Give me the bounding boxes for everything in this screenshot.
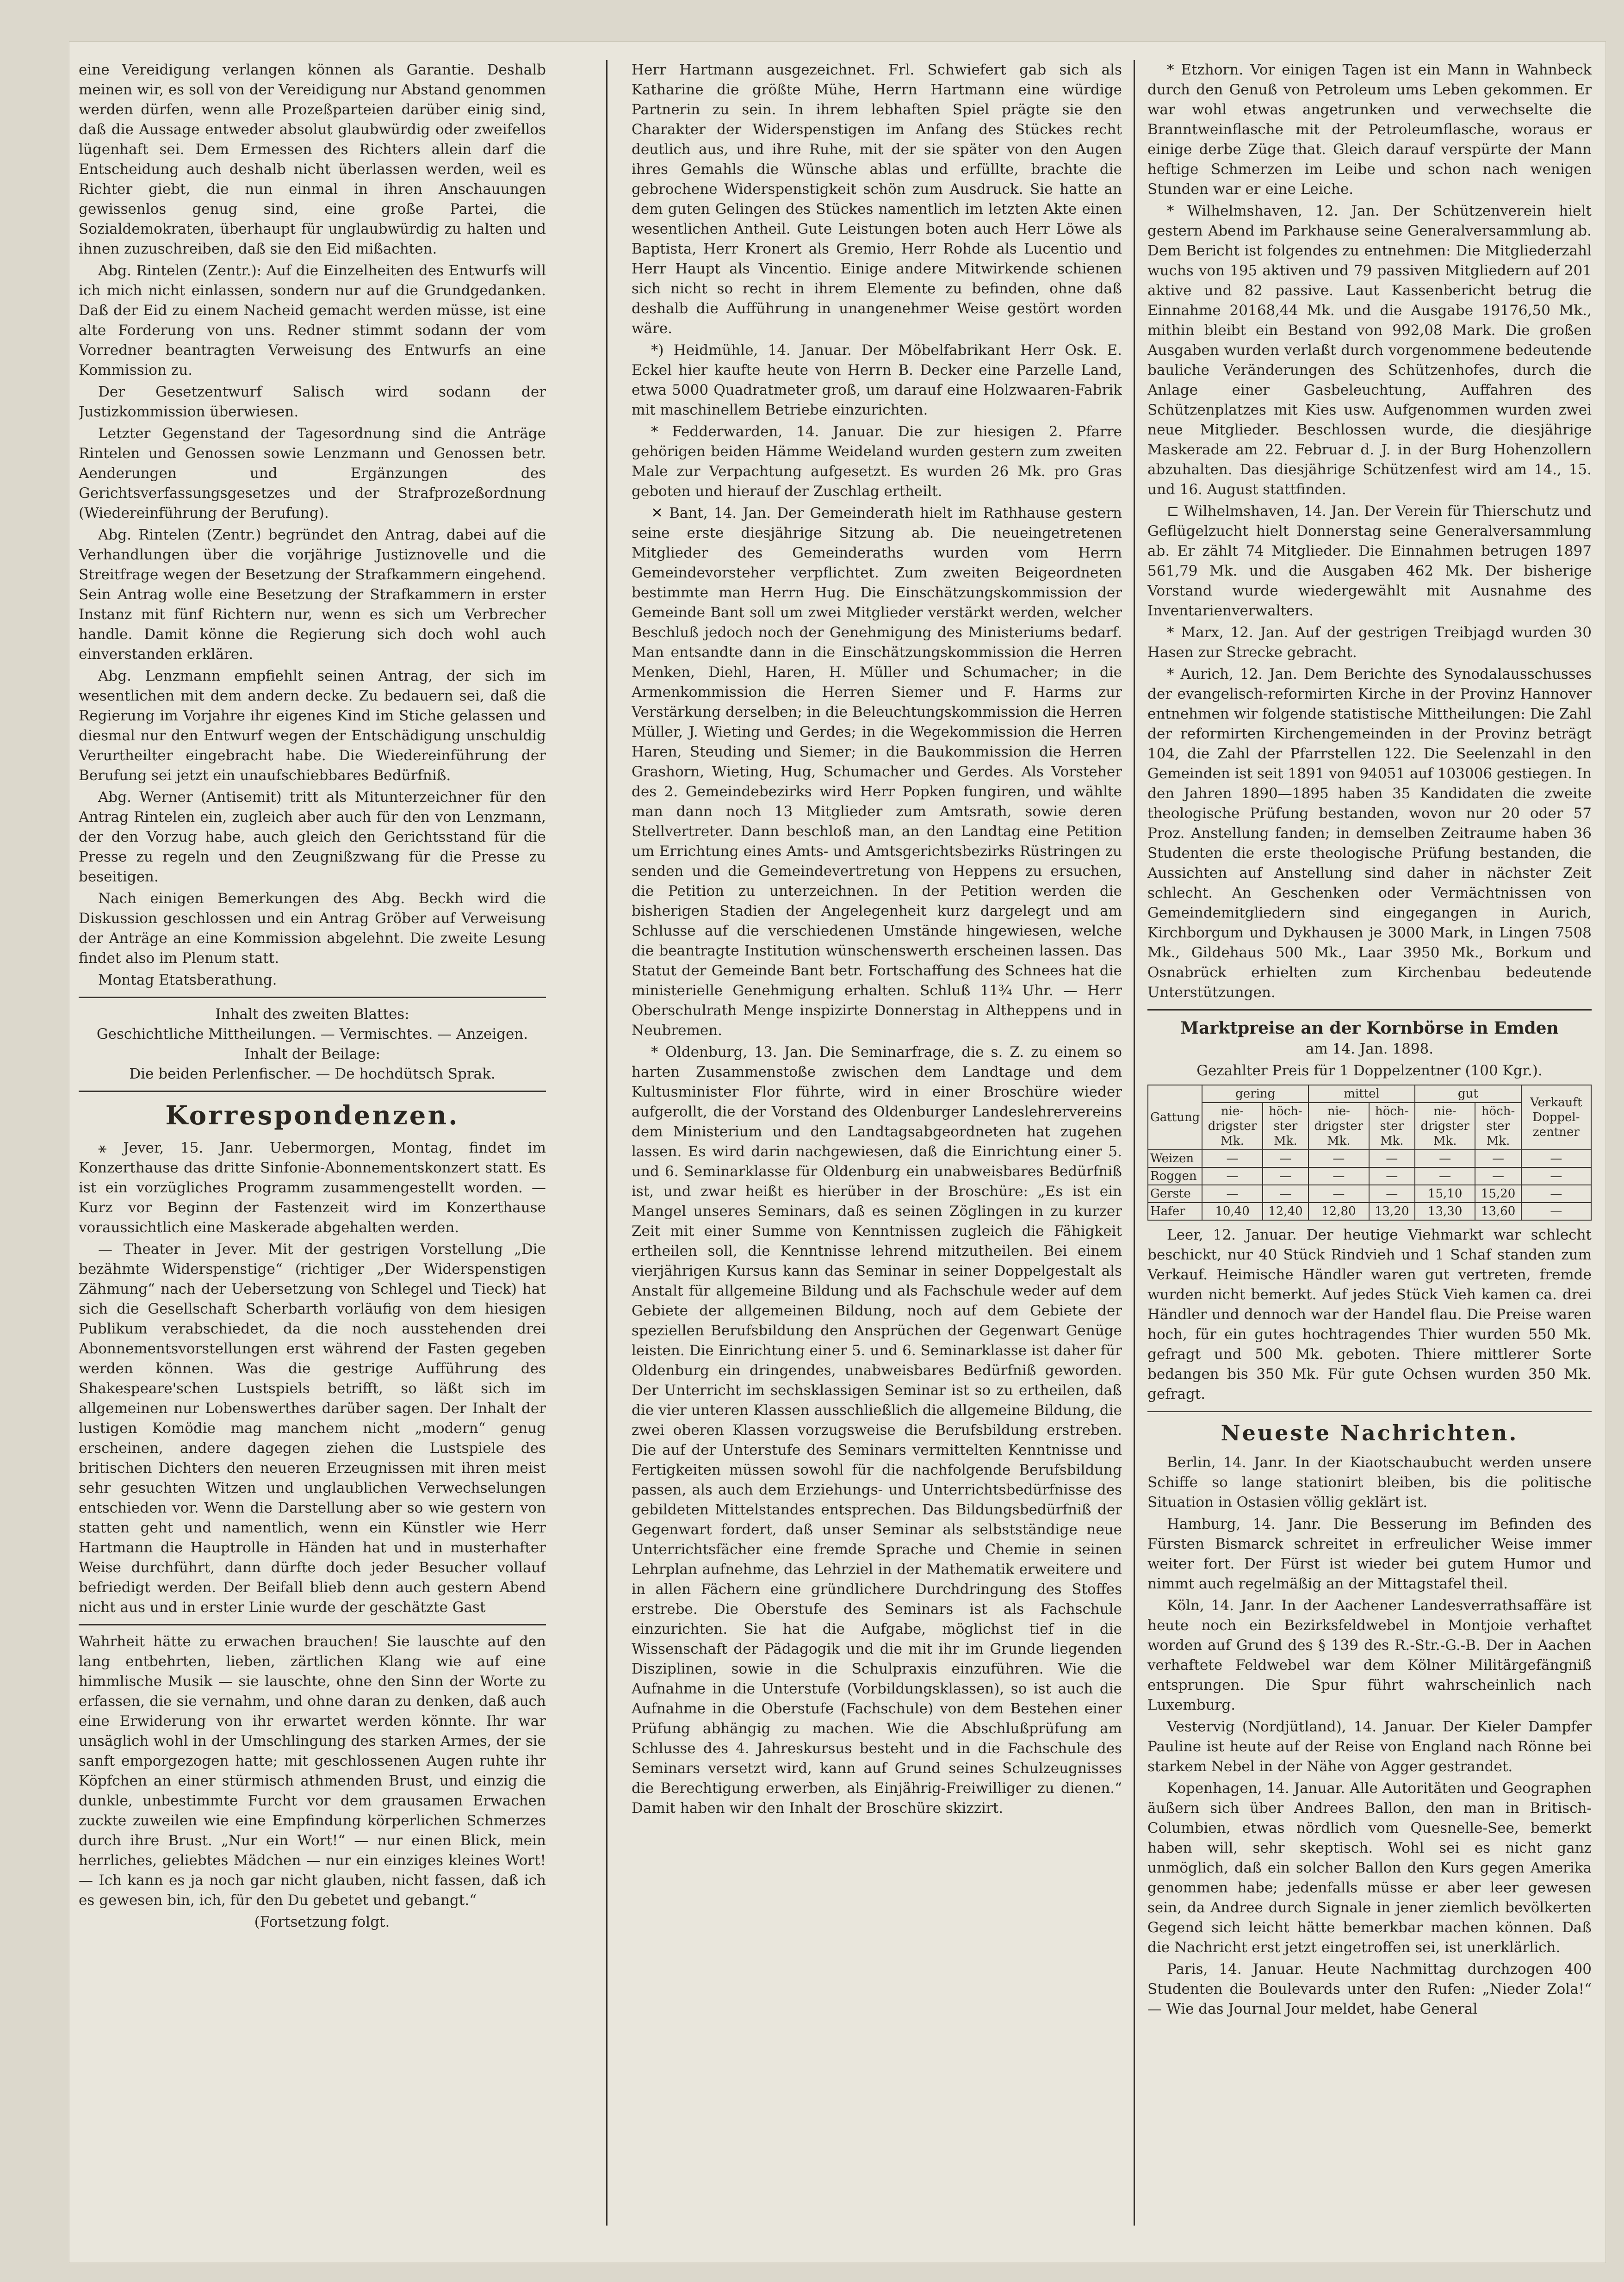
table-cell: Roggen: [1148, 1167, 1202, 1185]
column-rule: [1134, 60, 1135, 2226]
market-title: Marktpreise an der Kornbörse in Emden: [1180, 1018, 1559, 1038]
news-vestervig: Vestervig (Nordjütland), 14. Januar. Der Kieler Dampfer Pauline ist heute auf der Reise von England nach Rönne bei starkem Nebel in der Nähe von Agger gestrandet.: [1147, 1718, 1592, 1775]
divider: [79, 997, 546, 998]
table-cell: —: [1263, 1150, 1308, 1167]
table-row: [1148, 1185, 1591, 1203]
parliament-paragraph: Abg. Rintelen (Zentr.) begründet den Antrag, dabei auf die Verhandlungen über die vorjährige Justiznovelle und die Streitfrage wegen der Besetzung der Strafkammern eingehend. Sein Antrag wolle eine Besetzung der Strafkammern in erster Instanz mit fünf Richtern nur, wenn es sich um Verbrecher handle. Damit könne die Regierung sich doch wohl auch einverstanden erklären.: [79, 527, 546, 663]
table-cell: 13,20: [1369, 1203, 1415, 1220]
continuation-note: (Fortsetzung folgt.: [254, 1914, 390, 1930]
market-date: am 14. Jan. 1898.: [1305, 1041, 1434, 1057]
parliament-paragraph: Der Gesetzentwurf Salisch wird sodann der Justizkommission überwiesen.: [79, 384, 546, 420]
column-3: [1147, 60, 1592, 2235]
header-group-mittel: mittel: [1308, 1085, 1415, 1103]
table-cell: —: [1308, 1185, 1369, 1203]
header-gattung: Gattung: [1148, 1085, 1202, 1150]
contents-box: [79, 1005, 546, 1084]
table-cell: Weizen: [1148, 1150, 1202, 1167]
news-paris: Paris, 14. Januar. Heute Nachmittag durchzogen 400 Studenten die Boulevards unter den Rufen: „Nieder Zola!“ — Wie das Journal Jour meldet, habe General: [1147, 1961, 1592, 2017]
header-verkauft: Verkauft Doppel-zentner: [1521, 1085, 1591, 1150]
article-heidmuehle: *) Heidmühle, 14. Januar. Der Möbelfabrikant Herr Osk. E. Eckel hier kaufte heute von Herrn B. Decker eine Parzelle Land, etwa 5000 Quadratmeter groß, um darauf eine Holzwaaren-Fabrik mit maschinellem Betriebe einzurichten.: [632, 342, 1122, 418]
table-cell: 12,80: [1308, 1203, 1369, 1220]
table-cell: —: [1369, 1150, 1415, 1167]
header-low: nie-drigster Mk.: [1415, 1103, 1475, 1150]
article-theater: — Theater in Jever. Mit der gestrigen Vorstellung „Die bezähmte Widerspenstige“ (richtiger „Der Widerspenstigen Zähmung“ nach der Uebersetzung von Schlegel und Tieck) hat sich die Gesellschaft Scherbarth vorläufig von dem hiesigen Publikum verabschiedet, da die noch ausstehenden drei Abonnementsvorstellungen erst während der Fasten gegeben werden können. Was die gestrige Aufführung des Shakespeare'schen Lustspiels betrifft, so läßt sich im allgemeinen nur Lobenswerthes darüber sagen. Der Inhalt der lustigen Komödie mag manchem nicht „modern“ genug erscheinen, andere dagegen ziehen die Lustspiele des britischen Dichters den neueren Erzeugnissen mit ihren meist sehr gesuchten Witzen und unglaublichen Verwechselungen entschieden vor. Wenn die Darstellung aber so wie gestern von statten geht und namentlich, wenn ein Künstler wie Herr Hartmann die Hauptrolle in Händen hat und in musterhafter Weise durchführt, dann dürfte doch jeder Besucher vollauf befriedigt werden. Der Beifall blieb denn auch gestern Abend nicht aus und in erster Linie wurde der geschätzte Gast: [79, 1241, 546, 1616]
header-high: höch-ster Mk.: [1369, 1103, 1415, 1150]
header-group-gut: gut: [1415, 1085, 1521, 1103]
table-row: [1148, 1203, 1591, 1220]
column-rule: [606, 60, 607, 2226]
parliament-paragraph: Nach einigen Bemerkungen des Abg. Beckh wird die Diskussion geschlossen und ein Antrag Gröber auf Verweisung der Anträge an eine Kommission abgelehnt. Die zweite Lesung findet also im Plenum statt.: [79, 890, 546, 967]
article-oldenburg: * Oldenburg, 13. Jan. Die Seminarfrage, die s. Z. zu einem so harten Zusammenstoße zwischen dem Landtage und dem Kultusminister Flor führte, wird in einer Broschüre wieder aufgerollt, die der Vorstand des Oldenburger Landeslehrervereins dem Ministerium und den Landtagsabgeordneten hat zugehen lassen. Es wird darin nachgewiesen, daß die Einrichtung einer 5. und 6. Seminarklasse für Oldenburg ein unabweisbares Bedürfniß ist, und zwar heißt es hierüber in der Broschüre: „Es ist ein Mangel unseres Seminars, daß es seinen Zöglingen in zu kurzer Zeit mit einer Summe von Kenntnissen zugleich die Fähigkeit ertheilen soll, die Kenntnisse lehrend mitzutheilen. Bei einem vierjährigen Kursus kann das Seminar in seiner Doppelgestalt als Anstalt für allgemeine Bildung und als Fachschule weder auf dem Gebiete der allgemeinen Bildung, noch auf dem Gebiete der speziellen Berufsbildung den Ansprüchen der Gegenwart Genüge leisten. Die Einrichtung einer 5. und 6. Seminarklasse ist daher für Oldenburg ein dringendes, unabweisbares Bedürfniß geworden. Der Unterricht im sechsklassigen Seminar ist so zu ertheilen, daß die vier unteren Klassen ausschließlich die allgemeine Bildung, die zwei oberen Klassen vorzugsweise die Berufsbildung erstreben. Die auf der Unterstufe des Seminars vermittelten Kenntnisse und Fertigkeiten müssen sowohl für die nachfolgende Berufsbildung passen, als auch dem Erziehungs- und Unterrichtsbedürfnisse des gebildeten Mittelstandes entsprechen. Das Bildungsbedürfniß der Gegenwart fordert, daß unser Seminar als selbstständige neue Unterrichtsfächer eine fremde Sprache und Chemie in seinen Lehrplan aufnehme, das Lehrziel in der Mathematik erweitere und in allen Fächern eine gründlichere Durchdringung des Stoffes erstrebe. Die Oberstufe des Seminars ist als Fachschule einzurichten. Sie hat die Aufgabe, möglichst tief in die Wissenschaft der Pädagogik und die mit ihr im Grunde liegenden Disziplinen, sowie in die Schulpraxis einzuführen. Wie die Aufnahme in die Unterstufe (Vorbildungsklassen), so ist auch die Aufnahme in die Oberstufe (Fachschule) von dem Bestehen einer Prüfung abhängig zu machen. Wie die Abschlußprüfung am Schlusse des 4. Jahreskursus besteht und in die Fachschule des Seminars versetzt wird, kann auf Grund seines Schulzeugnisses die Berechtigung erwerben, als Einjährig-Freiwilliger zu dienen.“ Damit haben wir den Inhalt der Broschüre skizzirt.: [632, 1044, 1122, 1817]
article-fedderwarden: * Fedderwarden, 14. Januar. Die zur hiesigen 2. Pfarre gehörigen beiden Hämme Weideland wurden gestern zum zweiten Male zur Verpachtung aufgesetzt. Es wurden 26 Mk. pro Gras geboten und hierauf der Zuschlag ertheilt.: [632, 423, 1122, 500]
article-wilhelmshaven-thierschutz: ⊏ Wilhelmshaven, 14. Jan. Der Verein für Thierschutz und Geflügelzucht hielt Donnerstag seine Generalversammlung ab. Er zählt 74 Mitglieder. Die Einnahmen betrugen 1897 561,79 Mk. und die Ausgaben 462 Mk. Der bisherige Vorstand wurde wiedergewählt mit Ausnahme des Inventarienverwalters.: [1147, 503, 1592, 619]
table-row: [1148, 1150, 1591, 1167]
article-jever: ⚹ Jever, 15. Janr. Uebermorgen, Montag, findet im Konzerthause das dritte Sinfonie-Abonnementskonzert statt. Es ist ein vorzügliches Programm zusammengestellt worden. — Kurz vor Beginn der Fastenzeit wird im Konzerthause voraussichtlich eine Maskerade abgehalten werden.: [79, 1140, 546, 1236]
parliament-paragraph: eine Vereidigung verlangen können als Garantie. Deshalb meinen wir, es soll von der Vereidigung nur Abstand genommen werden dürfen, wenn alle Prozeßparteien darüber einig sind, daß die Aussage entweder absolut glaubwürdig oder zweifellos lügenhaft sei. Dem Ermessen des Richters allein darf die Entscheidung auch deshalb nicht überlassen werden, weil es Richter giebt, die nun einmal in ihren Anschauungen gewissenlos genug sind, eine große Partei, die Sozialdemokraten, überhaupt für unglaubwürdig zu halten und ihnen zuzuschreiben, daß sie den Eid mißachten.: [79, 62, 546, 257]
header-high: höch-ster Mk.: [1475, 1103, 1521, 1150]
newspaper-page: [69, 42, 1605, 2263]
table-cell: 13,60: [1475, 1203, 1521, 1220]
contents-second-sheet-title: Inhalt des zweiten Blattes:: [215, 1006, 409, 1023]
table-cell: —: [1369, 1185, 1415, 1203]
table-cell: —: [1521, 1167, 1591, 1185]
divider: [1147, 1009, 1592, 1011]
table-cell: 10,40: [1202, 1203, 1262, 1220]
table-cell: —: [1308, 1167, 1369, 1185]
article-bant: ✕ Bant, 14. Jan. Der Gemeinderath hielt im Rathhause gestern seine erste diesjährige Sitzung ab. Die neueingetretenen Mitglieder des Gemeinderaths wurden vom Herrn Gemeindevorsteher verpflichtet. Zum zweiten Beigeordneten bestimmte man Herrn Hug. Die Einschätzungskommission der Gemeinde Bant soll um zwei Mitglieder verstärkt werden, welcher Beschluß jedoch noch der Genehmigung des Ministeriums bedarf. Man entsandte dann in die Einschätzungskommission die Herren Menken, Diehl, Haren, H. Müller und Schumacher; in die Armenkommission die Herren Siemer und F. Harms zur Verstärkung derselben; in die Beleuchtungskommission die Herren Müller, J. Wieting und Gerdes; in die Wegekommission die Herren Haren, Steuding und Siemer; in die Baukommission die Herren Grashorn, Wieting, Hug, Schumacher und Gerdes. Als Vorsteher des 2. Gemeindebezirks wird Herr Popken fungiren, und wählte man dann noch 13 Mitglieder zum Amtsrath, sowie deren Stellvertreter. Dann beschloß man, an den Landtag eine Petition um Errichtung eines Amts- und Amtsgerichtsbezirks Rüstringen zu senden und die Gemeindevertretung von Heppens zu ersuchen, die Petition zu unterzeichnen. In der Petition werden die bisherigen Stadien der Angelegenheit kurz dargelegt und am Schlusse auf die verschiedenen Umstände hingewiesen, welche die beantragte Institution wünschenswerth erscheinen lassen. Das Statut der Gemeinde Bant betr. Fortschaffung des Schnees hat die ministerielle Genehmigung erhalten. Schluß 11¾ Uhr. — Herr Oberschulrath Menge inspizirte Donnerstag in Altheppens und in Neubremen.: [632, 505, 1122, 1039]
header-low: nie-drigster Mk.: [1202, 1103, 1262, 1150]
header-high: höch-ster Mk.: [1263, 1103, 1308, 1150]
news-berlin: Berlin, 14. Janr. In der Kiaotschaubucht werden unsere Schiffe so lange stationirt bleiben, bis die politische Situation in Ostasien völlig geklärt ist.: [1147, 1454, 1592, 1511]
divider: [79, 1091, 546, 1092]
parliament-paragraph: Abg. Werner (Antisemit) tritt als Mitunterzeichner für den Antrag Rintelen ein, zugleich aber auch für den von Lenzmann, der den Vorzug habe, auch gleich den Gerichtsstand für die Presse zu regeln und den Zeugnißzwang für die Presse zu beseitigen.: [79, 789, 546, 885]
news-koeln: Köln, 14. Janr. In der Aachener Landesverrathsaffäre ist heute noch ein Bezirksfeldwebel in Montjoie verhaftet worden auf Grund des § 139 des R.-Str.-G.-B. Der in Aachen verhaftete Feldwebel war dem Kölner Militärgefängniß entsprungen. Die Spur führt wahrscheinlich nach Luxemburg.: [1147, 1597, 1592, 1713]
table-cell: —: [1521, 1203, 1591, 1220]
header-group-gering: gering: [1202, 1085, 1308, 1103]
table-cell: —: [1521, 1150, 1591, 1167]
article-theater-continued: Herr Hartmann ausgezeichnet. Frl. Schwiefert gab sich als Katharine die größte Mühe, Herrn Hartmann eine würdige Partnerin zu sein. In ihrem lebhaften Spiel prägte sie den Charakter der Widerspenstigen im Anfang des Stückes recht deutlich aus, und ihre Ruhe, mit der sie später von den Augen ihres Gemahls die Wünsche ablas und erfüllte, brachte die gebrochene Widerspenstigkeit schön zum Ausdruck. Sie hatte an dem guten Gelingen des Stückes namentlich im letzten Akte einen wesentlichen Antheil. Gute Leistungen boten auch Herr Löwe als Baptista, Herr Kronert als Gremio, Herr Rohde als Lucentio und Herr Haupt als Vincentio. Einige andere Mitwirkende schienen sich nicht so recht in ihrem Elemente zu befinden, ohne daß deshalb die Aufführung in unangenehmer Weise gestört worden wäre.: [632, 62, 1122, 337]
parliament-paragraph: Abg. Rintelen (Zentr.): Auf die Einzelheiten des Entwurfs will ich mich nicht einlassen, sondern nur auf die Grundgedanken. Daß der Eid zu einem Nacheid gemacht werden müsse, ist eine alte Forderung von uns. Redner stimmt sodann der vom Vorredner beantragten Verweisung des Entwurfs an eine Kommission zu.: [79, 262, 546, 378]
contents-second-sheet: Geschichtliche Mittheilungen. — Vermischtes. — Anzeigen.: [96, 1026, 528, 1042]
column-2: [632, 60, 1122, 2235]
table-cell: —: [1475, 1150, 1521, 1167]
table-cell: —: [1202, 1150, 1262, 1167]
market-price-table: [1147, 1085, 1592, 1221]
parliament-paragraph: Letzter Gegenstand der Tagesordnung sind die Anträge Rintelen und Genossen sowie Lenzmann und Genossen betr. Aenderungen und Ergänzungen des Gerichtsverfassungsgesetzes und der Strafprozeßordnung (Wiedereinführung der Berufung).: [79, 425, 546, 521]
article-aurich: * Aurich, 12. Jan. Dem Berichte des Synodalausschusses der evangelisch-reformirten Kirche in der Provinz Hannover entnehmen wir folgende statistische Mittheilungen: Die Zahl der reformirten Kirchengemeinden in der Provinz beträgt 104, die Zahl der Pfarrstellen 122. Die Seelenzahl in den Gemeinden ist seit 1891 von 94051 auf 103006 gestiegen. In den Jahren 1890—1895 haben 35 Kandidaten die zweite theologische Prüfung bestanden, wovon nur 20 oder 57 Proz. Anstellung fanden; in demselben Zeitraume haben 36 Studenten die erste theologische Prüfung bestanden, die Aussichten auf Anstellung sind daher in nächster Zeit schlecht. An Geschenken oder Vermächtnissen von Gemeindemitgliedern sind eingegangen in Aurich, Kirchborgum und Dykhausen je 3000 Mark, in Lingen 7508 Mk., Gildehaus 500 Mk., Laar 3950 Mk., Borkum und Osnabrück erhielten zum Kirchenbau bedeutende Unterstützungen.: [1147, 666, 1592, 1001]
table-cell: —: [1415, 1150, 1475, 1167]
table-cell: 12,40: [1263, 1203, 1308, 1220]
table-cell: 13,30: [1415, 1203, 1475, 1220]
parliament-paragraph: Montag Etatsberathung.: [98, 972, 277, 988]
table-row: [1148, 1167, 1591, 1185]
section-title-news: Neueste Nachrichten.: [1221, 1420, 1519, 1445]
parliament-paragraph: Abg. Lenzmann empfiehlt seinen Antrag, der sich im wesentlichen mit dem andern decke. Zu bedauern sei, daß die Regierung im Vorjahre ihr eigenes Kind im Stiche gelassen und diesmal nur den Entwurf wegen der Entschädigung unschuldig Verurtheilter eingebracht habe. Die Wiedereinführung der Berufung sei jetzt ein unaufschiebbares Bedürfniß.: [79, 668, 546, 784]
divider: [79, 1624, 546, 1625]
article-leer: Leer, 12. Januar. Der heutige Viehmarkt war schlecht beschickt, nur 40 Stück Rindvieh und 1 Schaf standen zum Verkauf. Heimische Händler waren gut vertreten, fremde wurden nicht bemerkt. Auf jedes Stück Vieh kamen ca. drei Händler und dennoch war der Handel flau. Die Preise waren hoch, für ein gutes hochtragendes Thier wurden 550 Mk. gefragt und 500 Mk. geboten. Thiere mittlerer Sorte bedangen bis 350 Mk. Für gute Ochsen wurden 350 Mk. gefragt.: [1147, 1227, 1592, 1402]
table-cell: —: [1308, 1150, 1369, 1167]
market-subtitle: Gezahlter Preis für 1 Doppelzentner (100 Kgr.).: [1196, 1062, 1543, 1079]
table-cell: —: [1369, 1167, 1415, 1185]
article-wilhelmshaven-schuetzenverein: * Wilhelmshaven, 12. Jan. Der Schützenverein hielt gestern Abend im Parkhause seine Generalversammlung ab. Dem Bericht ist folgendes zu entnehmen: Die Mitgliederzahl wuchs von 195 aktiven und 79 passiven Mitgliedern auf 201 aktive und 82 passive. Laut Kassenbericht betrug die Einnahme 20168,44 Mk. und die Ausgabe 19176,50 Mk., mithin bleibt ein Bestand von 992,08 Mark. Die großen Ausgaben wurden verlaßt durch vorgenommene bedeutende bauliche Veränderungen des Schützenhofes, durch die Anlage einer Gasbeleuchtung, Auffahren des Schützenplatzes mit Kies usw. Aufgenommen wurden zwei neue Mitglieder. Beschlossen wurde, die diesjährige Maskerade am 22. Februar d. J. in der Burg Hohenzollern abzuhalten. Das diesjährige Schützenfest wird am 14., 15. und 16. August stattfinden.: [1147, 203, 1592, 498]
table-cell: —: [1475, 1167, 1521, 1185]
news-hamburg: Hamburg, 14. Janr. Die Besserung im Befinden des Fürsten Bismarck schreitet in erfreulicher Weise immer weiter fort. Der Fürst ist wieder bei gutem Humor und nimmt auch regelmäßig an der Mittagstafel theil.: [1147, 1516, 1592, 1592]
article-marx: * Marx, 12. Jan. Auf der gestrigen Treibjagd wurden 30 Hasen zur Strecke gebracht.: [1147, 624, 1592, 661]
table-cell: Gerste: [1148, 1185, 1202, 1203]
divider: [1147, 1411, 1592, 1412]
table-cell: —: [1263, 1167, 1308, 1185]
table-cell: Hafer: [1148, 1203, 1202, 1220]
table-cell: —: [1263, 1185, 1308, 1203]
article-etzhorn: * Etzhorn. Vor einigen Tagen ist ein Mann in Wahnbeck durch den Genuß von Petroleum ums Leben gekommen. Er war wohl etwas angetrunken und verwechselte die Branntweinflasche mit der Petroleumflasche, woraus er einige derbe Züge that. Gleich darauf verspürte der Mann heftige Schmerzen im Leibe und schon nach wenigen Stunden war er eine Leiche.: [1147, 62, 1592, 198]
header-low: nie-drigster Mk.: [1308, 1103, 1369, 1150]
contents-supplement: Die beiden Perlenfischer. — De hochdütsch Sprak.: [129, 1066, 496, 1082]
table-cell: —: [1521, 1185, 1591, 1203]
table-cell: 15,20: [1475, 1185, 1521, 1203]
feuilleton-text: Wahrheit hätte zu erwachen brauchen! Sie lauschte auf den lang entbehrten, lieben, zärtlichen Klang wie auf eine himmlische Musik — sie lauschte, ohne den Sinn der Worte zu erfassen, die sie vernahm, und ohne daran zu denken, daß auch eine Erwiderung von ihr erwartet werden könnte. Ihr war unsäglich wohl in der Umschlingung des starken Armes, der sie sanft emporgezogen hatte; mit geschlossenen Augen ruhte ihr Köpfchen an einer stürmisch athmenden Brust, und einzig die dunkle, unbestimmte Furcht vor dem grausamen Erwachen zuckte zuweilen wie eine Empfindung körperlichen Schmerzes durch ihre Brust. „Nur ein Wort!“ — nur einen Blick, mein herrliches, geliebtes Mädchen — nur ein einziges kleines Wort! — Ich kann es ja noch gar nicht glauben, nicht fassen, daß ich es gewesen bin, ich, für den Du gebetet und gebangt.“: [79, 1633, 546, 1909]
news-kopenhagen: Kopenhagen, 14. Januar. Alle Autoritäten und Geographen äußern sich über Andrees Ballon, den man in Britisch-Columbien, etwas nördlich vom Quesnelle-See, bemerkt haben will, sehr skeptisch. Wohl sei es nicht ganz unmöglich, daß ein solcher Ballon den Kurs gegen Amerika genommen habe; jedenfalls müsse er aber leer gewesen sein, da Andree durch Signale in jener ziemlich bevölkerten Gegend sich leicht hätte bemerkbar machen können. Daß die Nachricht erst jetzt eingetroffen sei, ist unerklärlich.: [1147, 1780, 1592, 1956]
column-1: [79, 60, 546, 2235]
table-cell: —: [1415, 1167, 1475, 1185]
table-cell: —: [1202, 1167, 1262, 1185]
contents-supplement-title: Inhalt der Beilage:: [244, 1046, 380, 1062]
table-cell: 15,10: [1415, 1185, 1475, 1203]
section-title-correspondence: Korrespondenzen.: [165, 1100, 459, 1131]
table-cell: —: [1202, 1185, 1262, 1203]
